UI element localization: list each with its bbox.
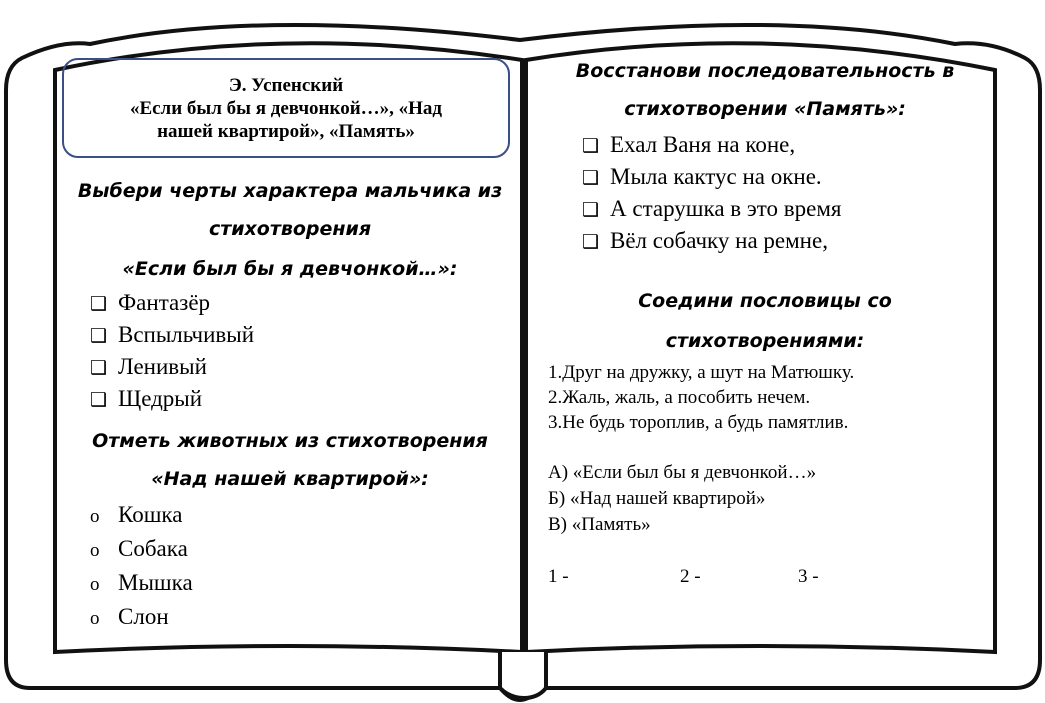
poem-c: В) «Память» xyxy=(548,514,651,535)
trait-option[interactable]: ❑ Щедрый xyxy=(90,386,203,411)
task4-heading-line2: стихотворениями: xyxy=(665,330,865,352)
proverb-2: 2.Жаль, жаль, а пособить нечем. xyxy=(548,387,811,408)
checkbox-icon[interactable]: ❑ xyxy=(582,136,600,157)
answer-1[interactable]: 1 - xyxy=(548,566,569,587)
task1-heading-line1: Выбери черты характера мальчика из xyxy=(77,180,503,202)
checkbox-icon[interactable]: ❑ xyxy=(582,168,600,189)
checkbox-icon[interactable]: ❑ xyxy=(90,294,108,315)
task2-heading-line1: Отметь животных из стихотворения xyxy=(92,430,488,452)
task2-heading-line2: «Над нашей квартирой»: xyxy=(151,468,429,490)
animal-option[interactable]: o Слон xyxy=(90,604,169,629)
task1-heading-line2: стихотворения xyxy=(208,218,372,240)
checkbox-icon[interactable]: ❑ xyxy=(582,200,600,221)
checkbox-icon[interactable]: ❑ xyxy=(90,390,108,411)
checkbox-icon[interactable]: ❑ xyxy=(90,326,108,347)
trait-option[interactable]: ❑ Ленивый xyxy=(90,354,207,379)
radio-circle-icon[interactable]: o xyxy=(90,574,100,595)
checkbox-icon[interactable]: ❑ xyxy=(90,358,108,379)
poems-line-2: нашей квартирой», «Память» xyxy=(157,120,415,142)
answer-3[interactable]: 3 - xyxy=(798,566,819,587)
trait-option[interactable]: ❑ Вспыльчивый xyxy=(90,322,255,347)
animal-option[interactable]: o Кошка xyxy=(90,502,183,527)
trait-option[interactable]: ❑ Фантазёр xyxy=(90,290,211,315)
checkbox-icon[interactable]: ❑ xyxy=(582,232,600,253)
author-name: Э. Успенский xyxy=(228,74,344,96)
task1-heading-line3: «Если был бы я девчонкой…»: xyxy=(122,258,458,280)
proverb-3: 3.Не будь тороплив, а будь памятлив. xyxy=(548,412,849,433)
poem-line-option[interactable]: ❑ Мыла кактус на окне. xyxy=(582,164,822,189)
poem-a: А) «Если был бы я девчонкой…» xyxy=(548,462,817,483)
proverb-1: 1.Друг на дружку, а шут на Матюшку. xyxy=(548,362,855,383)
radio-circle-icon[interactable]: o xyxy=(90,608,100,629)
title-box xyxy=(62,58,510,158)
task3-heading-line2: стихотворении «Память»: xyxy=(624,98,906,120)
poem-line-option[interactable]: ❑ Ехал Ваня на коне, xyxy=(582,132,796,157)
poem-b: Б) «Над нашей квартирой» xyxy=(548,488,766,509)
poem-line-option[interactable]: ❑ Вёл собачку на ремне, xyxy=(582,228,828,253)
animal-option[interactable]: o Собака xyxy=(90,536,188,561)
poem-line-option[interactable]: ❑ А старушка в это время xyxy=(582,196,842,221)
task3-heading-line1: Восстанови последовательность в xyxy=(575,60,955,82)
task4-heading-line1: Соедини пословицы со xyxy=(638,290,892,312)
book-spine xyxy=(500,652,546,698)
radio-circle-icon[interactable]: o xyxy=(90,540,100,561)
animal-option[interactable]: o Мышка xyxy=(90,570,193,595)
poems-line-1: «Если был бы я девчонкой…», «Над xyxy=(129,97,443,119)
radio-circle-icon[interactable]: o xyxy=(90,506,100,527)
answer-2[interactable]: 2 - xyxy=(680,566,701,587)
